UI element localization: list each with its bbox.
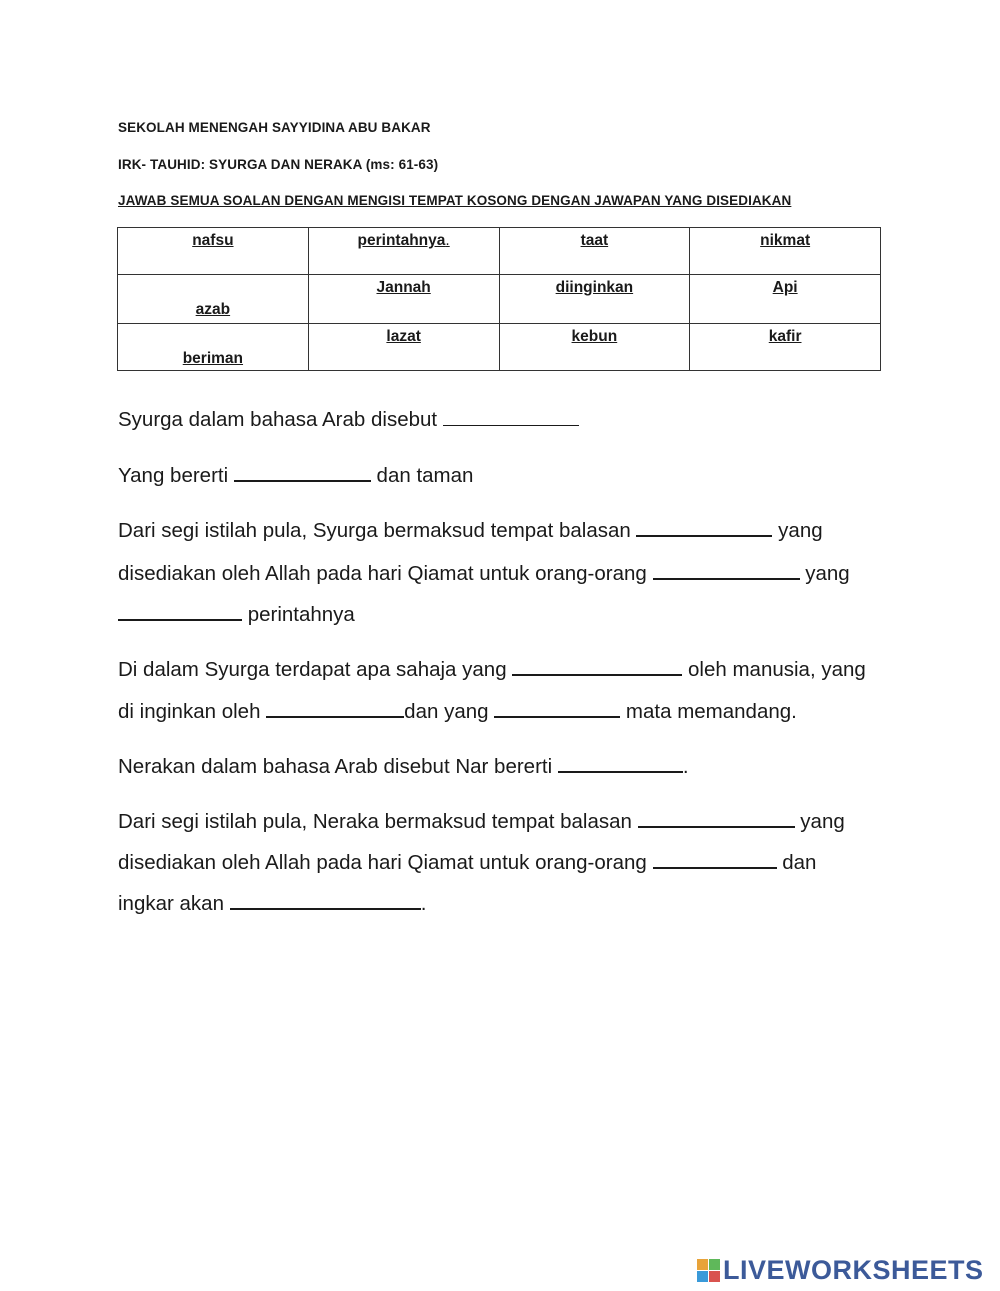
question-9 — [118, 808, 845, 834]
question-1 — [118, 407, 579, 432]
word-bank-cell — [499, 324, 690, 371]
question-7-text: di inginkan oleh — [118, 700, 267, 723]
answer-blank-8[interactable] — [494, 698, 620, 718]
question-6-text: Di dalam Syurga terdapat apa sahaja yang — [118, 658, 513, 681]
word-api: Api — [772, 279, 798, 296]
logo-mark-icon — [697, 1259, 720, 1282]
question-6 — [118, 656, 866, 682]
question-11-tail: . — [420, 892, 427, 915]
word-bank-cell — [118, 275, 309, 324]
question-7-tail: mata memandang. — [620, 700, 797, 723]
question-6-tail: oleh manusia, yang — [682, 658, 866, 681]
liveworksheets-logo — [697, 1253, 984, 1287]
word-perintahnya — [309, 232, 499, 250]
question-11-text: ingkar akan — [118, 892, 230, 915]
word-bank-cell — [308, 275, 499, 324]
word-bank-cell — [118, 228, 309, 275]
question-9-text: Dari segi istilah pula, Neraka bermaksud tempat balasan — [118, 810, 638, 833]
word-bank-cell — [690, 324, 881, 371]
word-bank-cell — [690, 228, 881, 275]
word-bank-cell — [308, 324, 499, 371]
answer-blank-7[interactable] — [266, 698, 404, 718]
question-4-tail: yang — [799, 562, 850, 585]
question-10-text: disediakan oleh Allah pada hari Qiamat untuk orang-orang — [118, 851, 653, 874]
word-bank-table — [117, 227, 881, 371]
question-3-text: Dari segi istilah pula, Syurga bermaksud tempat balasan — [118, 519, 637, 542]
question-3-tail: yang — [772, 519, 823, 542]
word-bank-cell — [499, 275, 690, 324]
worksheet-topic: IRK- TAUHID: SYURGA DAN NERAKA (ms: 61-63) — [118, 157, 439, 172]
word-kebun: kebun — [571, 328, 618, 345]
word-perintahnya-text: perintahnya — [357, 232, 446, 249]
answer-blank-10[interactable] — [638, 808, 795, 828]
word-bank-cell — [308, 228, 499, 275]
word-jannah: Jannah — [376, 279, 431, 296]
word-diinginkan: diinginkan — [555, 279, 634, 296]
answer-blank-9[interactable] — [558, 753, 683, 773]
word-lazat: lazat — [386, 328, 421, 345]
word-taat: taat — [580, 232, 609, 249]
question-5 — [118, 601, 355, 627]
question-1-text: Syurga dalam bahasa Arab disebut — [118, 408, 443, 431]
word-bank-cell — [690, 275, 881, 324]
word-bank-cell — [118, 324, 309, 371]
word-azab: azab — [195, 301, 231, 318]
answer-blank-5[interactable] — [118, 601, 242, 621]
question-8-text: Nerakan dalam bahasa Arab disebut Nar bererti — [118, 755, 558, 778]
word-kafir: kafir — [768, 328, 802, 345]
question-2-tail: dan taman — [370, 464, 474, 487]
question-5-tail: perintahnya — [242, 603, 355, 626]
answer-blank-2[interactable] — [234, 462, 371, 482]
brand-name: LIVEWORKSHEETS — [723, 1254, 984, 1285]
word-beriman: beriman — [182, 350, 244, 367]
word-period: . — [445, 232, 450, 249]
answer-blank-12[interactable] — [230, 890, 421, 910]
word-nafsu: nafsu — [192, 232, 234, 249]
question-8-tail: . — [682, 755, 689, 778]
question-4-text: disediakan oleh Allah pada hari Qiamat untuk orang-orang — [118, 562, 653, 585]
question-7-mid: dan yang — [404, 700, 495, 723]
question-10 — [118, 849, 816, 875]
answer-blank-3[interactable] — [636, 517, 772, 537]
word-bank-cell — [499, 228, 690, 275]
question-7 — [118, 698, 797, 724]
question-10-tail: dan — [776, 851, 817, 874]
question-2 — [118, 462, 473, 488]
question-8 — [118, 753, 689, 779]
question-3 — [118, 517, 823, 543]
answer-blank-6[interactable] — [512, 656, 682, 676]
answer-blank-1[interactable] — [443, 407, 579, 426]
question-2-text: Yang bererti — [118, 464, 234, 487]
answer-blank-11[interactable] — [653, 849, 777, 869]
question-4 — [118, 560, 850, 586]
school-name: SEKOLAH MENENGAH SAYYIDINA ABU BAKAR — [118, 120, 431, 135]
answer-blank-4[interactable] — [653, 560, 800, 580]
instruction: JAWAB SEMUA SOALAN DENGAN MENGISI TEMPAT KOSONG DENGAN JAWAPAN YANG DISEDIAKAN — [118, 193, 792, 208]
question-9-tail: yang — [794, 810, 845, 833]
word-nikmat: nikmat — [760, 232, 811, 249]
question-11 — [118, 890, 426, 916]
